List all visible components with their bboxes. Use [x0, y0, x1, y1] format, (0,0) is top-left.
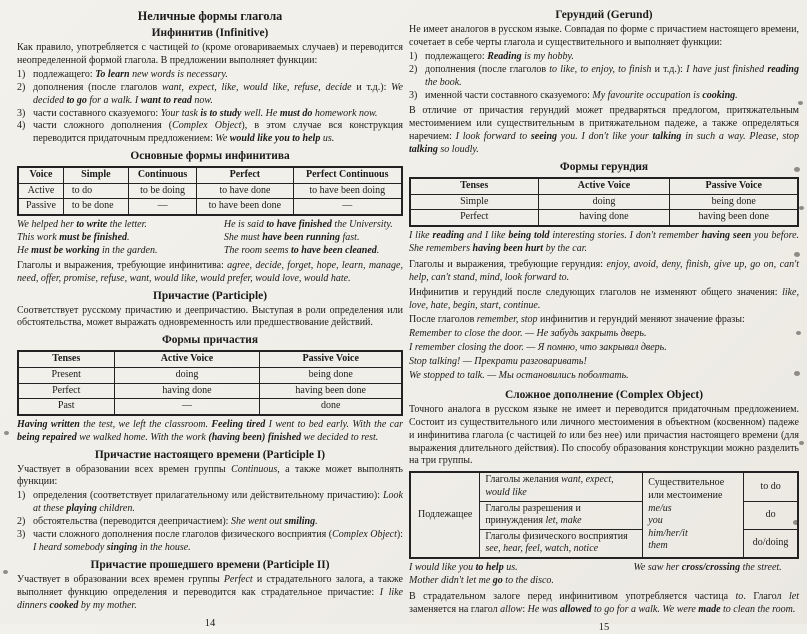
cell: to have been done — [197, 199, 293, 215]
example-line: He is said to have finished the University. — [223, 219, 393, 231]
section-heading-infinitive: Инфинитив (Infinitive) — [151, 27, 269, 39]
list-item-number: 1) — [17, 68, 26, 80]
list-item-number: 3) — [17, 529, 26, 541]
list-item-text: части составного сказуемого: Your task is to study well. He must do homework now. — [33, 107, 378, 119]
section-heading-participle2: Причастие прошедшего времени (Participle II) — [90, 558, 330, 571]
infinitive-forms-table — [17, 166, 403, 216]
list-item — [17, 108, 403, 121]
page-number-left: 14 — [204, 617, 216, 629]
remember-stop-paragraph: После глаголов remember, stop инфинитив и герундий меняют значение фразы: — [409, 314, 745, 326]
table-row — [410, 210, 798, 226]
participle-forms-table — [17, 350, 403, 415]
table-header-row — [410, 178, 798, 194]
list-item-text: части сложного дополнения после глаголов физического восприятия (Complex Object): I heard somebody singing in the house. — [33, 529, 404, 553]
pronoun-line: him/her/it — [648, 527, 688, 539]
table-title-infinitive-forms: Основные формы инфинитива — [130, 150, 290, 163]
list-item — [17, 516, 403, 529]
example-sentences-block — [409, 562, 799, 588]
page-left — [17, 7, 403, 631]
table-header-row — [18, 351, 402, 367]
cell: having done — [538, 210, 670, 226]
example-column — [634, 562, 800, 588]
table-title-participle-forms: Формы причастия — [161, 334, 259, 347]
cell-form: do/doing — [744, 529, 798, 558]
cell: Past — [18, 399, 114, 415]
cell: having done — [114, 383, 260, 399]
list-item-text: части сложного дополнения (Complex Object), в этом случае вся конструкция переводится придаточным предложением: We would like you to help us. — [33, 120, 404, 145]
header-cell: Tenses — [18, 351, 114, 367]
example-line: She must have been running fast. — [223, 231, 360, 243]
cell: to be doing — [128, 183, 196, 199]
scan-speck — [794, 371, 800, 376]
list-item — [17, 82, 403, 108]
table-row — [18, 183, 402, 199]
page-number-right: 15 — [598, 621, 610, 633]
cell-object — [643, 472, 744, 558]
scan-speck — [799, 441, 804, 445]
list-item-number: 2) — [409, 63, 418, 75]
section-heading-gerund: Герундий (Gerund) — [555, 9, 653, 21]
list-item — [409, 64, 799, 90]
section-heading-complex-object: Сложное дополнение (Complex Object) — [504, 388, 704, 401]
list-item-text: дополнения (после глаголов to like, to enjoy, to finish и т.д.): I have just finished reading the book. — [425, 63, 799, 88]
cell-form: to do — [744, 472, 798, 501]
list-item — [17, 69, 403, 82]
scan-speck — [794, 252, 800, 257]
list-item — [17, 490, 403, 516]
pronoun-line: them — [648, 540, 668, 552]
example-column — [17, 219, 214, 258]
cell: having been done — [670, 210, 798, 226]
list-item — [409, 51, 799, 64]
table-header-row — [18, 167, 402, 183]
example-sentences-block — [17, 219, 403, 258]
list-item — [409, 90, 799, 103]
example-line: This work must be finished. — [17, 231, 130, 243]
scan-speck — [4, 431, 9, 435]
example-line: The room seems to have been cleaned. — [223, 244, 380, 256]
scan-speck — [794, 167, 800, 172]
example-line: Mother didn't let me go to the disco. — [409, 574, 554, 586]
list-item-text: именной части составного сказуемого: My favourite occupation is cooking. — [425, 89, 738, 101]
example-line: Remember to close the door. — Не забудь закрыть дверь. — [409, 328, 647, 340]
list-item-text: дополнения (после глаголов want, expect, like, would like, refuse, decide и т.д.): We decided to go for a walk. I want to read now. — [33, 81, 403, 106]
header-cell: Perfect — [197, 167, 293, 183]
pronoun-line: you — [648, 515, 663, 527]
cell-subject: Подлежащее — [410, 472, 480, 558]
cell: — — [293, 199, 402, 215]
example-line: We saw her cross/crossing the street. — [633, 561, 782, 573]
cell: Active — [18, 183, 63, 199]
cell: done — [260, 399, 402, 415]
complex-object-passive-paragraph: В страдательном залоге перед инфинитивом употребляется частица to. Глагол let заменяется на глагол allow: He was allowed to go for a walk. We were made to clean the room. — [409, 590, 800, 615]
cell: — — [114, 399, 260, 415]
table-row — [410, 472, 798, 501]
header-cell: Continuous — [128, 167, 196, 183]
cell: to do — [63, 183, 128, 199]
cell: having been done — [260, 383, 402, 399]
example-line: We helped her to write the letter. — [17, 219, 147, 231]
cell: being done — [260, 367, 402, 383]
example-column — [409, 562, 624, 588]
participle1-intro-paragraph: Участвует в образовании всех времен группы Continuous, а также может выполнять функции: — [17, 463, 403, 488]
cell-verb-group: Глаголы желания want, expect, would like — [480, 472, 643, 501]
table-row — [18, 199, 402, 215]
list-item — [17, 529, 403, 555]
participle-examples-paragraph: Having written the test, we left the classroom. Feeling tired I went to bed early. With the car being repaired we walked home. With the work (having been) finished we decided to rest. — [17, 418, 404, 443]
scan-speck — [799, 206, 804, 210]
same-meaning-paragraph: Инфинитив и герундий после следующих глаголов не изменяют общего значения: like, love, hate, begin, start, continue. — [409, 287, 799, 312]
participle-intro-paragraph: Соответствует русскому причастию и деепричастию. Выступая в роли определения или обстоятельства, может выражать одновременность или предшествование действий. — [17, 304, 403, 329]
header-cell: Passive Voice — [670, 178, 798, 194]
cell: — — [128, 199, 196, 215]
list-item-text: обстоятельства (переводится деепричастием): She went out smiling. — [33, 516, 318, 528]
list-item-text: подлежащего: Reading is my hobby. — [425, 50, 574, 62]
example-line: Stop talking! — Прекрати разговаривать! — [409, 356, 587, 367]
header-cell: Tenses — [410, 178, 538, 194]
header-cell: Active Voice — [538, 178, 670, 194]
chapter-title: Неличные формы глагола — [137, 9, 283, 23]
header-cell: Passive Voice — [260, 351, 402, 367]
cell: Perfect — [410, 210, 538, 226]
scan-speck — [793, 520, 799, 525]
infinitive-intro-paragraph: Как правило, употребляется с частицей to (кроме оговариваемых случаев) и переводится неопределенной формой глагола. В предложении выполняет функции: — [17, 42, 403, 66]
example-column — [224, 219, 403, 258]
table-row — [18, 383, 402, 399]
cell-verb-group: Глаголы физического восприятия see, hear, feel, watch, notice — [480, 529, 643, 558]
list-item — [17, 120, 403, 146]
complex-object-table — [409, 471, 799, 559]
cell: being done — [670, 194, 798, 210]
object-head: Существительное или местоимение — [648, 477, 725, 501]
list-item-text: подлежащего: To learn new words is necessary. — [33, 68, 228, 80]
table-row — [410, 194, 798, 210]
pronoun-line: me/us — [648, 502, 672, 514]
section-heading-participle1: Причастие настоящего времени (Participle I) — [94, 448, 326, 461]
gerund-verbs-paragraph: Глаголы и выражения, требующие герундия: enjoy, avoid, deny, finish, give up, go on, can't help, can't stand, mind, look forward to. — [409, 258, 799, 283]
participle2-paragraph: Участвует в образовании всех времен группы Perfect и страдательного залога, а также выполняет функцию определения и переводится как страдательное причастие: I like dinners cooked by my mother. — [17, 573, 403, 611]
list-item-number: 2) — [17, 81, 26, 93]
gerund-forms-table — [409, 177, 799, 227]
gerund-intro-paragraph: Не имеет аналогов в русском языке. Совпадая по форме с причастием настоящего времени, сочетает в себе черты глагола и существительного и выполняет функции: — [409, 24, 799, 48]
example-line: He must be working in the garden. — [17, 244, 158, 256]
cell: to be done — [63, 199, 128, 215]
cell: Passive — [18, 199, 63, 215]
list-item-number: 1) — [17, 490, 26, 502]
list-item-number: 4) — [17, 120, 26, 132]
cell: Perfect — [18, 383, 114, 399]
cell: Present — [18, 367, 114, 383]
header-cell: Voice — [18, 167, 63, 183]
list-item-text: определения (соответствует прилагательному или действительному причастию): Look at these playing children. — [33, 490, 403, 515]
gerund-examples-paragraph: I like reading and I like being told interesting stories. I don't remember having seen you before. She remembers having been hurt by the car. — [409, 229, 800, 254]
cell-verb-group: Глаголы разрешения и принуждения let, make — [480, 501, 643, 529]
list-item-number: 3) — [17, 107, 26, 119]
list-item-number: 2) — [17, 516, 26, 528]
table-row — [18, 399, 402, 415]
section-heading-participle: Причастие (Participle) — [152, 289, 268, 302]
cell-form: do — [744, 501, 798, 529]
list-item-number: 3) — [409, 89, 418, 101]
example-line: I would like you to help us. — [409, 561, 518, 573]
infinitive-verbs-paragraph: Глаголы и выражения, требующие инфинитива: agree, decide, forget, hope, learn, manage, need, offer, promise, refuse, want, would like, would prefer, would love, would hate. — [17, 259, 403, 284]
example-line: I remember closing the door. — Я помню, что закрывал дверь. — [409, 342, 667, 354]
gerund-preposition-paragraph: В отличие от причастия герундий может предваряться предлогом, притяжательным местоимением или существительным в притяжательном падеже, а также определяться наречием: I look forward to seeing you. I don't like your talking in such a way. Please, stop talking so loudly. — [409, 105, 799, 156]
cell: doing — [114, 367, 260, 383]
table-title-gerund-forms: Формы герундия — [559, 161, 649, 174]
cell: doing — [538, 194, 670, 210]
header-cell: Simple — [63, 167, 128, 183]
example-line: We stopped to talk. — Мы остановились поболтать. — [409, 369, 629, 381]
complex-object-intro-paragraph: Точного аналога в русском языке не имеет и переводится придаточным предложением. Состоит из существительного или личного местоимения в объектном (косвенном) падеже и инфинитива глагола (с частицей to или без нее) или причастия настоящего времени (для выражения длительного действия). По способу образования конструкции можно разделить на три группы. — [409, 403, 799, 467]
scan-speck — [796, 331, 801, 335]
scan-speck — [3, 570, 8, 574]
cell: to have been doing — [293, 183, 402, 199]
header-cell: Active Voice — [114, 351, 260, 367]
cell: Simple — [410, 194, 538, 210]
cell: to have done — [197, 183, 293, 199]
scan-speck — [798, 101, 803, 105]
table-row — [18, 367, 402, 383]
page-right — [409, 7, 799, 634]
header-cell: Perfect Continuous — [293, 167, 402, 183]
list-item-number: 1) — [409, 50, 418, 62]
